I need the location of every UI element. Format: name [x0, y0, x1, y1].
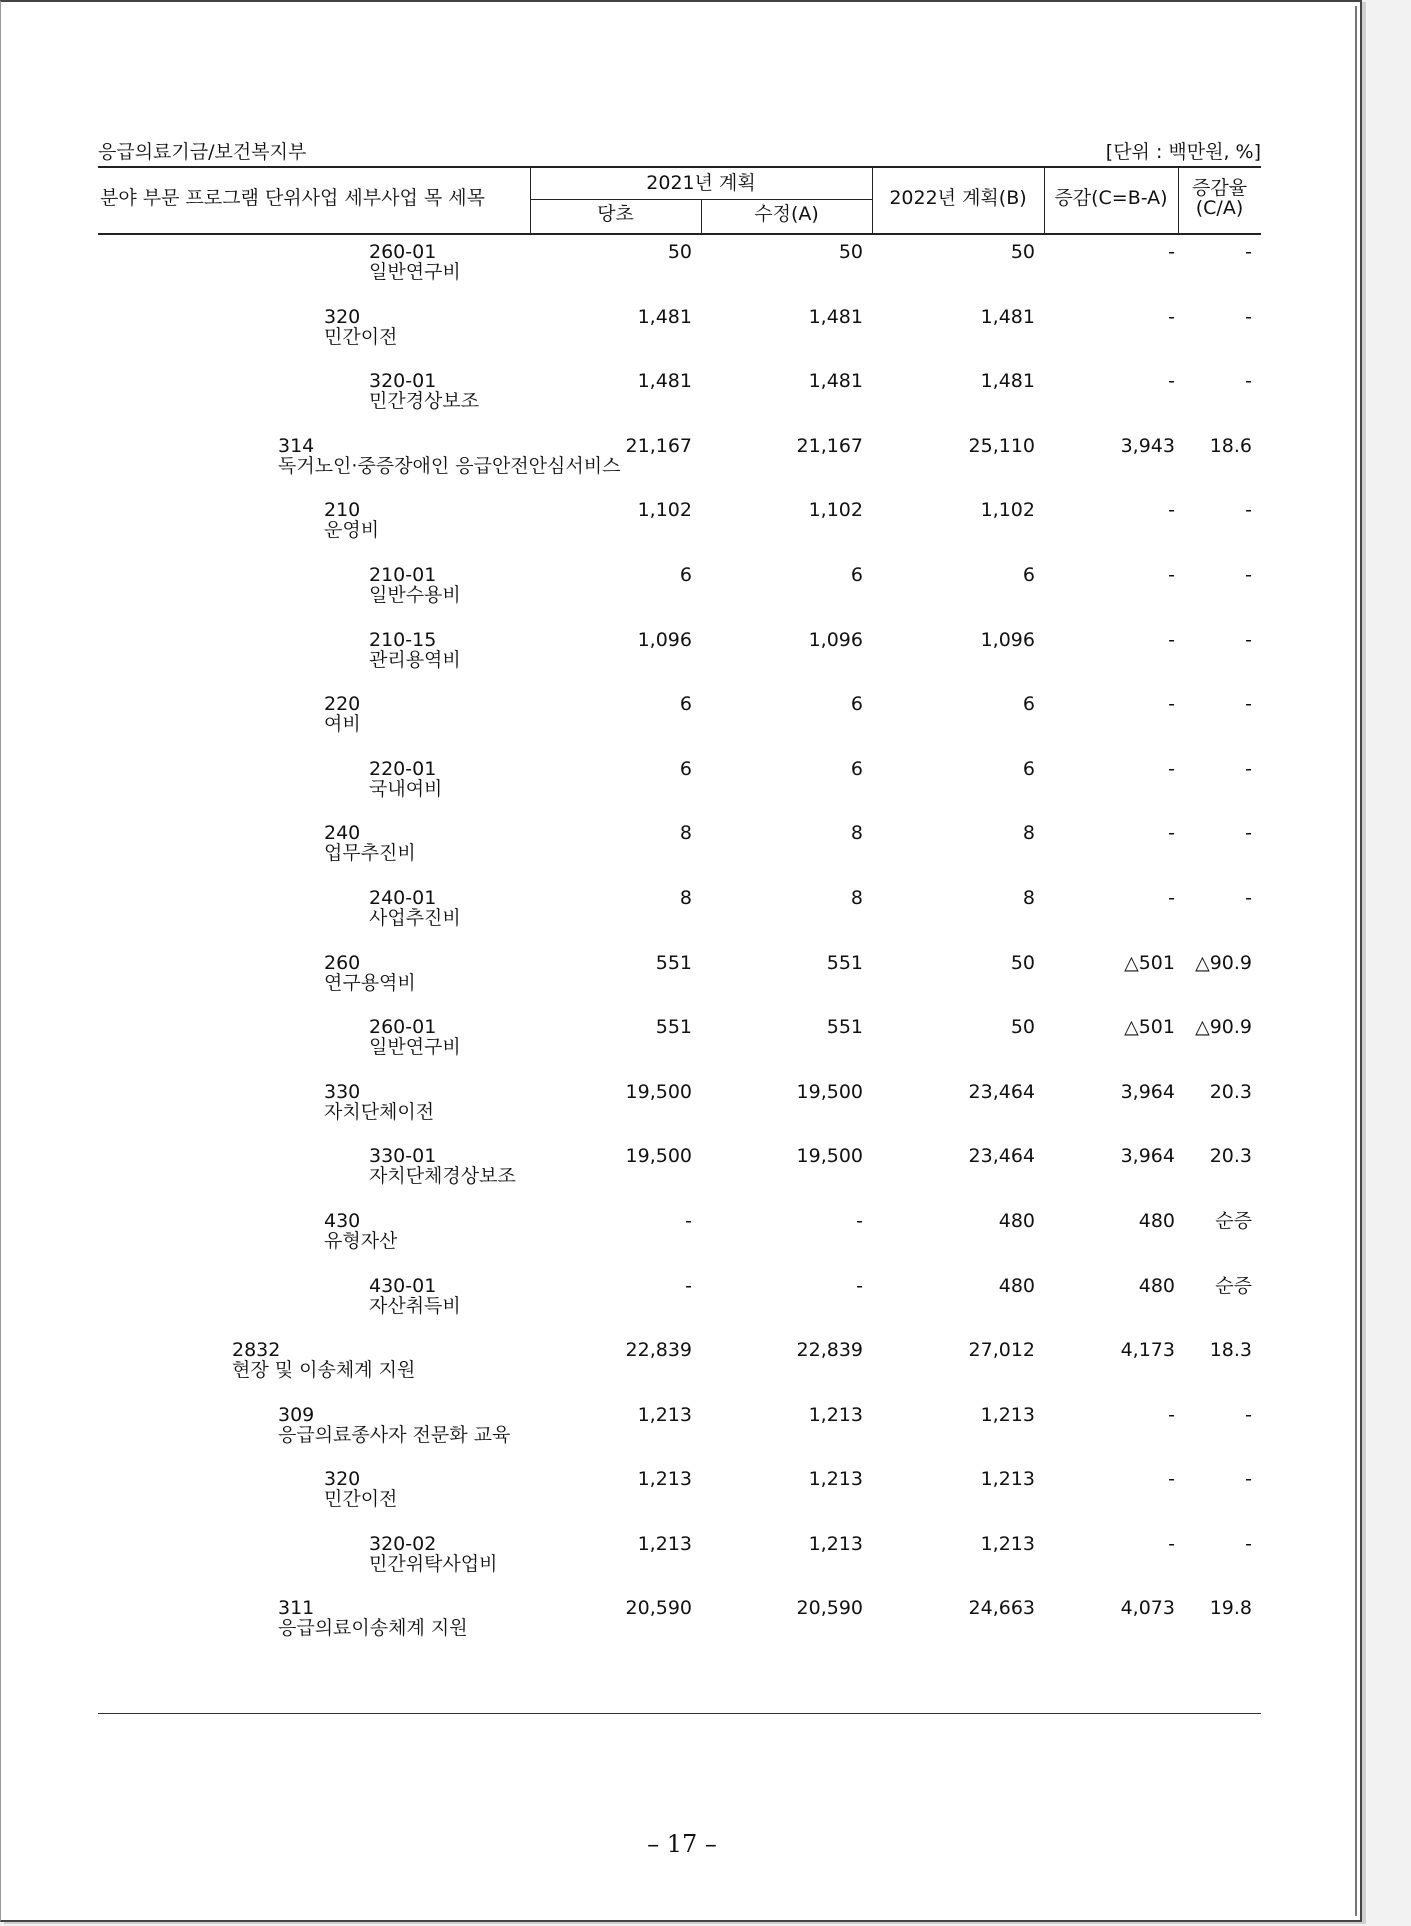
row-rate: - [1245, 1403, 1252, 1426]
row-original: 22,839 [625, 1339, 692, 1362]
table-row [98, 1265, 1261, 1330]
row-code: 430 [324, 1209, 361, 1232]
row-code: 260-01 [369, 241, 437, 263]
row-rate: 19.8 [1209, 1597, 1252, 1620]
row-rate: - [1245, 499, 1252, 522]
row-original: 19,500 [625, 1145, 692, 1168]
row-revised: 1,102 [808, 499, 863, 522]
table-row [98, 1006, 1261, 1071]
row-revised: 21,167 [796, 434, 863, 457]
row-change: △501 [1124, 951, 1175, 974]
row-plan2022: 480 [998, 1274, 1035, 1297]
row-original: 1,096 [637, 628, 692, 651]
row-rate: - [1245, 370, 1252, 393]
row-revised: 19,500 [796, 1145, 863, 1168]
row-code: 320-01 [369, 370, 437, 393]
row-revised: 6 [850, 563, 863, 586]
row-rate: - [1245, 628, 1252, 651]
row-plan2022: 1,096 [980, 628, 1035, 651]
row-revised: 1,481 [808, 370, 863, 393]
row-plan2022: 1,213 [980, 1468, 1035, 1491]
row-code: 309 [278, 1403, 315, 1426]
unit-label: [단위 : 백만원, %] [1105, 141, 1261, 163]
table-row [98, 360, 1261, 425]
table-row [98, 619, 1261, 684]
row-change: - [1168, 757, 1175, 780]
table-row [98, 489, 1261, 554]
table-row [98, 1071, 1261, 1136]
row-change: 480 [1138, 1274, 1175, 1297]
row-plan2022: 1,102 [980, 499, 1035, 522]
row-change: - [1168, 1532, 1175, 1555]
row-code: 220 [324, 693, 361, 716]
row-name: 사업추진비 [369, 906, 461, 929]
row-plan2022: 24,663 [968, 1597, 1035, 1620]
row-code: 210-01 [369, 563, 437, 586]
row-code: 2832 [232, 1339, 281, 1362]
row-rate: - [1245, 693, 1252, 716]
row-code: 320 [324, 305, 361, 328]
row-rate: 18.3 [1209, 1339, 1252, 1362]
row-original: 1,213 [637, 1468, 692, 1491]
row-original: 6 [679, 693, 692, 716]
row-name: 운영비 [324, 519, 380, 542]
row-name: 민간이전 [324, 1488, 398, 1511]
row-code: 311 [278, 1597, 315, 1620]
row-revised: 22,839 [796, 1339, 863, 1362]
header-plan2021: 2021년 계획 [646, 171, 756, 194]
row-change: - [1168, 241, 1175, 263]
row-change: 4,173 [1120, 1339, 1175, 1362]
row-original: 6 [679, 563, 692, 586]
header-rate-line2: (C/A) [1195, 196, 1244, 219]
row-name: 독거노인·중증장애인 응급안전안심서비스 [278, 454, 621, 477]
row-change: 3,943 [1120, 434, 1175, 457]
row-rate: 20.3 [1209, 1080, 1252, 1103]
table-row [98, 1458, 1261, 1523]
bottom-divider [98, 1713, 1261, 1714]
row-name: 일반연구비 [369, 261, 461, 283]
row-revised: 6 [850, 693, 863, 716]
row-original: 20,590 [625, 1597, 692, 1620]
row-name: 업무추진비 [324, 842, 416, 865]
row-revised: 1,481 [808, 305, 863, 328]
table-header [98, 166, 1261, 235]
header-rate [1178, 168, 1261, 229]
row-revised: 8 [850, 886, 863, 909]
row-revised: 551 [826, 1016, 863, 1039]
row-change: - [1168, 886, 1175, 909]
table-row [98, 748, 1261, 813]
row-plan2022: 23,464 [968, 1080, 1035, 1103]
row-name: 일반수용비 [369, 583, 461, 606]
row-rate: 20.3 [1209, 1145, 1252, 1168]
row-name: 응급의료종사자 전문화 교육 [278, 1423, 511, 1446]
row-plan2022: 6 [1022, 693, 1035, 716]
row-revised: 20,590 [796, 1597, 863, 1620]
row-original: 1,481 [637, 305, 692, 328]
row-name: 자치단체경상보조 [369, 1165, 516, 1188]
row-original: 50 [667, 241, 692, 263]
row-name: 자치단체이전 [324, 1100, 435, 1123]
row-rate: - [1245, 757, 1252, 780]
row-change: 3,964 [1120, 1080, 1175, 1103]
row-plan2022: 1,213 [980, 1532, 1035, 1555]
table-row [98, 683, 1261, 748]
row-plan2022: 1,481 [980, 370, 1035, 393]
row-plan2022: 23,464 [968, 1145, 1035, 1168]
row-code: 210-15 [369, 628, 437, 651]
row-revised: 1,096 [808, 628, 863, 651]
row-change: - [1168, 305, 1175, 328]
row-plan2022: 27,012 [968, 1339, 1035, 1362]
row-code: 314 [278, 434, 315, 457]
row-rate: - [1245, 822, 1252, 845]
row-original: 551 [655, 951, 692, 974]
header-rate-line1: 증감율 [1191, 176, 1248, 199]
header-original: 당초 [597, 202, 634, 225]
row-code: 330-01 [369, 1145, 437, 1168]
row-original: 1,213 [637, 1532, 692, 1555]
row-name: 자산취득비 [369, 1294, 461, 1317]
row-name: 현장 및 이송체계 지원 [232, 1359, 416, 1382]
page-number: – 17 – [647, 1830, 717, 1858]
row-original: 1,213 [637, 1403, 692, 1426]
row-plan2022: 8 [1022, 822, 1035, 845]
row-change: - [1168, 563, 1175, 586]
row-name: 일반연구비 [369, 1036, 461, 1059]
row-code: 210 [324, 499, 361, 522]
row-rate: 18.6 [1209, 434, 1252, 457]
row-change: - [1168, 499, 1175, 522]
row-rate: △90.9 [1195, 1016, 1252, 1039]
row-name: 응급의료이송체계 지원 [278, 1617, 468, 1640]
row-code: 320-02 [369, 1532, 437, 1555]
row-change: - [1168, 1403, 1175, 1426]
row-change: - [1168, 822, 1175, 845]
row-original: 8 [679, 822, 692, 845]
row-plan2022: 1,481 [980, 305, 1035, 328]
row-code: 240-01 [369, 886, 437, 909]
row-change: - [1168, 1468, 1175, 1491]
row-original: 19,500 [625, 1080, 692, 1103]
row-revised: 1,213 [808, 1403, 863, 1426]
row-plan2022: 1,213 [980, 1403, 1035, 1426]
row-revised: 1,213 [808, 1532, 863, 1555]
row-plan2022: 50 [1010, 241, 1035, 263]
row-code: 220-01 [369, 757, 437, 780]
row-change: 3,964 [1120, 1145, 1175, 1168]
header-change: 증감(C=B-A) [1054, 186, 1168, 209]
row-rate: - [1245, 305, 1252, 328]
header-revised: 수정(A) [754, 202, 819, 225]
row-change: - [1168, 693, 1175, 716]
document-header [98, 137, 1261, 163]
row-revised: 1,213 [808, 1468, 863, 1491]
row-name: 민간위탁사업비 [369, 1552, 498, 1575]
row-change: - [1168, 628, 1175, 651]
row-revised: 19,500 [796, 1080, 863, 1103]
row-change: 480 [1138, 1209, 1175, 1232]
row-rate: - [1245, 1468, 1252, 1491]
row-plan2022: 50 [1010, 951, 1035, 974]
table-row [98, 877, 1261, 942]
row-original: 1,102 [637, 499, 692, 522]
table-body [98, 231, 1261, 1652]
table-row [98, 942, 1261, 1007]
row-rate: 순증 [1215, 1209, 1252, 1232]
row-name: 유형자산 [324, 1229, 398, 1252]
row-revised: - [856, 1209, 863, 1232]
row-original: 6 [679, 757, 692, 780]
table-row [98, 1135, 1261, 1200]
row-rate: - [1245, 241, 1252, 263]
row-original: 551 [655, 1016, 692, 1039]
table-row [98, 554, 1261, 619]
row-original: - [685, 1209, 692, 1232]
row-original: 8 [679, 886, 692, 909]
row-plan2022: 6 [1022, 563, 1035, 586]
row-original: 21,167 [625, 434, 692, 457]
row-plan2022: 480 [998, 1209, 1035, 1232]
row-plan2022: 8 [1022, 886, 1035, 909]
row-revised: 8 [850, 822, 863, 845]
table-row [98, 1200, 1261, 1265]
row-change: 4,073 [1120, 1597, 1175, 1620]
row-code: 330 [324, 1080, 361, 1103]
row-plan2022: 50 [1010, 1016, 1035, 1039]
row-rate: - [1245, 563, 1252, 586]
row-code: 320 [324, 1468, 361, 1491]
row-revised: - [856, 1274, 863, 1297]
row-original: - [685, 1274, 692, 1297]
agency-label: 응급의료기금/보건복지부 [98, 141, 307, 163]
row-plan2022: 6 [1022, 757, 1035, 780]
row-rate: - [1245, 886, 1252, 909]
row-revised: 6 [850, 757, 863, 780]
table-row [98, 425, 1261, 490]
row-change: △501 [1124, 1016, 1175, 1039]
table-row [98, 231, 1261, 296]
table-row [98, 1587, 1261, 1652]
row-revised: 551 [826, 951, 863, 974]
table-row [98, 1523, 1261, 1588]
row-rate: - [1245, 1532, 1252, 1555]
table-row [98, 812, 1261, 877]
table-row [98, 1329, 1261, 1394]
header-category: 분야 부문 프로그램 단위사업 세부사업 목 세목 [100, 186, 485, 209]
row-rate: 순증 [1215, 1274, 1252, 1297]
row-code: 260-01 [369, 1016, 437, 1039]
row-code: 240 [324, 822, 361, 845]
row-name: 관리용역비 [369, 648, 461, 671]
row-code: 260 [324, 951, 361, 974]
table-row [98, 1394, 1261, 1459]
row-change: - [1168, 370, 1175, 393]
row-plan2022: 25,110 [968, 434, 1035, 457]
row-revised: 50 [838, 241, 863, 263]
row-code: 430-01 [369, 1274, 437, 1297]
row-name: 국내여비 [369, 777, 443, 800]
header-plan2022: 2022년 계획(B) [889, 186, 1027, 209]
row-name: 여비 [324, 713, 361, 736]
row-rate: △90.9 [1195, 951, 1252, 974]
row-name: 연구용역비 [324, 971, 416, 994]
table-row [98, 296, 1261, 361]
row-original: 1,481 [637, 370, 692, 393]
row-name: 민간이전 [324, 325, 398, 348]
row-name: 민간경상보조 [369, 390, 480, 413]
